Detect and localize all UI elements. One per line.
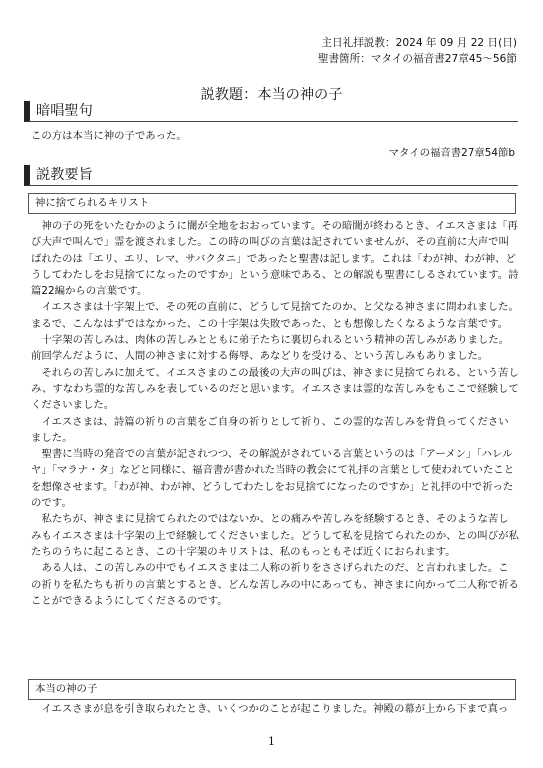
paragraph: それらの苦しみに加えて、イエスさまのこの最後の大声の叫びは、神さまに見捨てられる、という苦しみ、すなわち霊的な苦しみを表しているのだと思います。イエスさまは霊的な苦しみをもここで経験してくださいました。	[31, 366, 519, 412]
summary-heading: 説教要旨	[24, 165, 518, 186]
sermon-date: 主日礼拝説教：2024 年 09 月 22 日(日)	[321, 37, 517, 49]
page-number: 1	[268, 735, 275, 748]
paragraph: ある人は、この苦しみの中でもイエスさまは二人称の祈りをささげられたのだ、と言われました。この祈りを私たちも祈りの言葉とするとき、どんな苦しみの中にあっても、神さまに向かって二人称で祈ることができるようにしてくださるのです。	[31, 562, 519, 607]
section-heading-abandoned-christ: 神に捨てられるキリスト	[28, 193, 516, 214]
section-body-abandoned-christ	[31, 218, 519, 609]
recitation-reference: マタイの福音書27章54節b	[388, 147, 515, 159]
section-heading-true-son-of-god: 本当の神の子	[28, 679, 516, 700]
section-body-true-son-of-god	[31, 701, 519, 720]
paragraph: イエスさまが息を引き取られたとき、いくつかのことが起こりました。神殿の幕が上から下まで真っ	[41, 703, 509, 715]
recitation-verse: この方は本当に神の子であった。	[31, 130, 187, 142]
paragraph: 私たちが、神さまに見捨てられたのではないか、との痛みや苦しみを経験するとき、そのような苦しみもイエスさまは十字架の上で経験してくださいました。どうして私を見捨てられたのか、との叫びが私たちのうちに起こるとき、この十字架のキリストは、私のもっともそば近くにおられます。	[31, 513, 519, 558]
paragraph: イエスさまは、詩篇の祈りの言葉をご自身の祈りとして祈り、この霊的な苦しみを背負ってくださいました。	[31, 415, 509, 444]
recitation-heading: 暗唱聖句	[24, 101, 518, 122]
paragraph: 神の子の死をいたむかのように闇が全地をおおっています。その暗闇が終わるとき、イエスさまは「再び大声で叫んで」霊を渡されました。この時の叫びの言葉は記されていませんが、その直前に大声で叫ばれたのは「エリ、エリ、レマ、サバクタニ」であったと聖書は記します。これは「わが神、わが神、どうしてわたしをお見捨てになったのですか」という意味である、との解説も聖書にしるされています。詩篇22編からの言葉です。	[31, 220, 519, 298]
scripture-passage: 聖書箇所：マタイの福音書27章45～56節	[317, 53, 517, 65]
paragraph: 十字架の苦しみは、肉体の苦しみとともに弟子たちに裏切られるという精神の苦しみがありました。前回学んだように、人間の神さまに対する侮辱、あなどりを受ける、という苦しみもありました。	[31, 334, 510, 363]
paragraph: 聖書に当時の発音での言葉が記されつつ、その解説がされている言葉というのは「アーメン」「ハレルヤ」「マラナ・タ」などと同様に、福音書が書かれた当時の教会にて礼拝の言葉として使われていたことを想像させます。「わが神、わが神、どうしてわたしをお見捨てになったのですか」と礼拝の中で祈ったのです。	[31, 448, 515, 510]
sermon-title: 説教題：本当の神の子	[200, 87, 343, 103]
paragraph: イエスさまは十字架上で、その死の直前に、どうして見捨てたのか、と父なる神さまに問われました。まるで、こんなはずではなかった、この十字架は失敗であった、とも想像したくなるような言葉です。	[31, 301, 519, 330]
